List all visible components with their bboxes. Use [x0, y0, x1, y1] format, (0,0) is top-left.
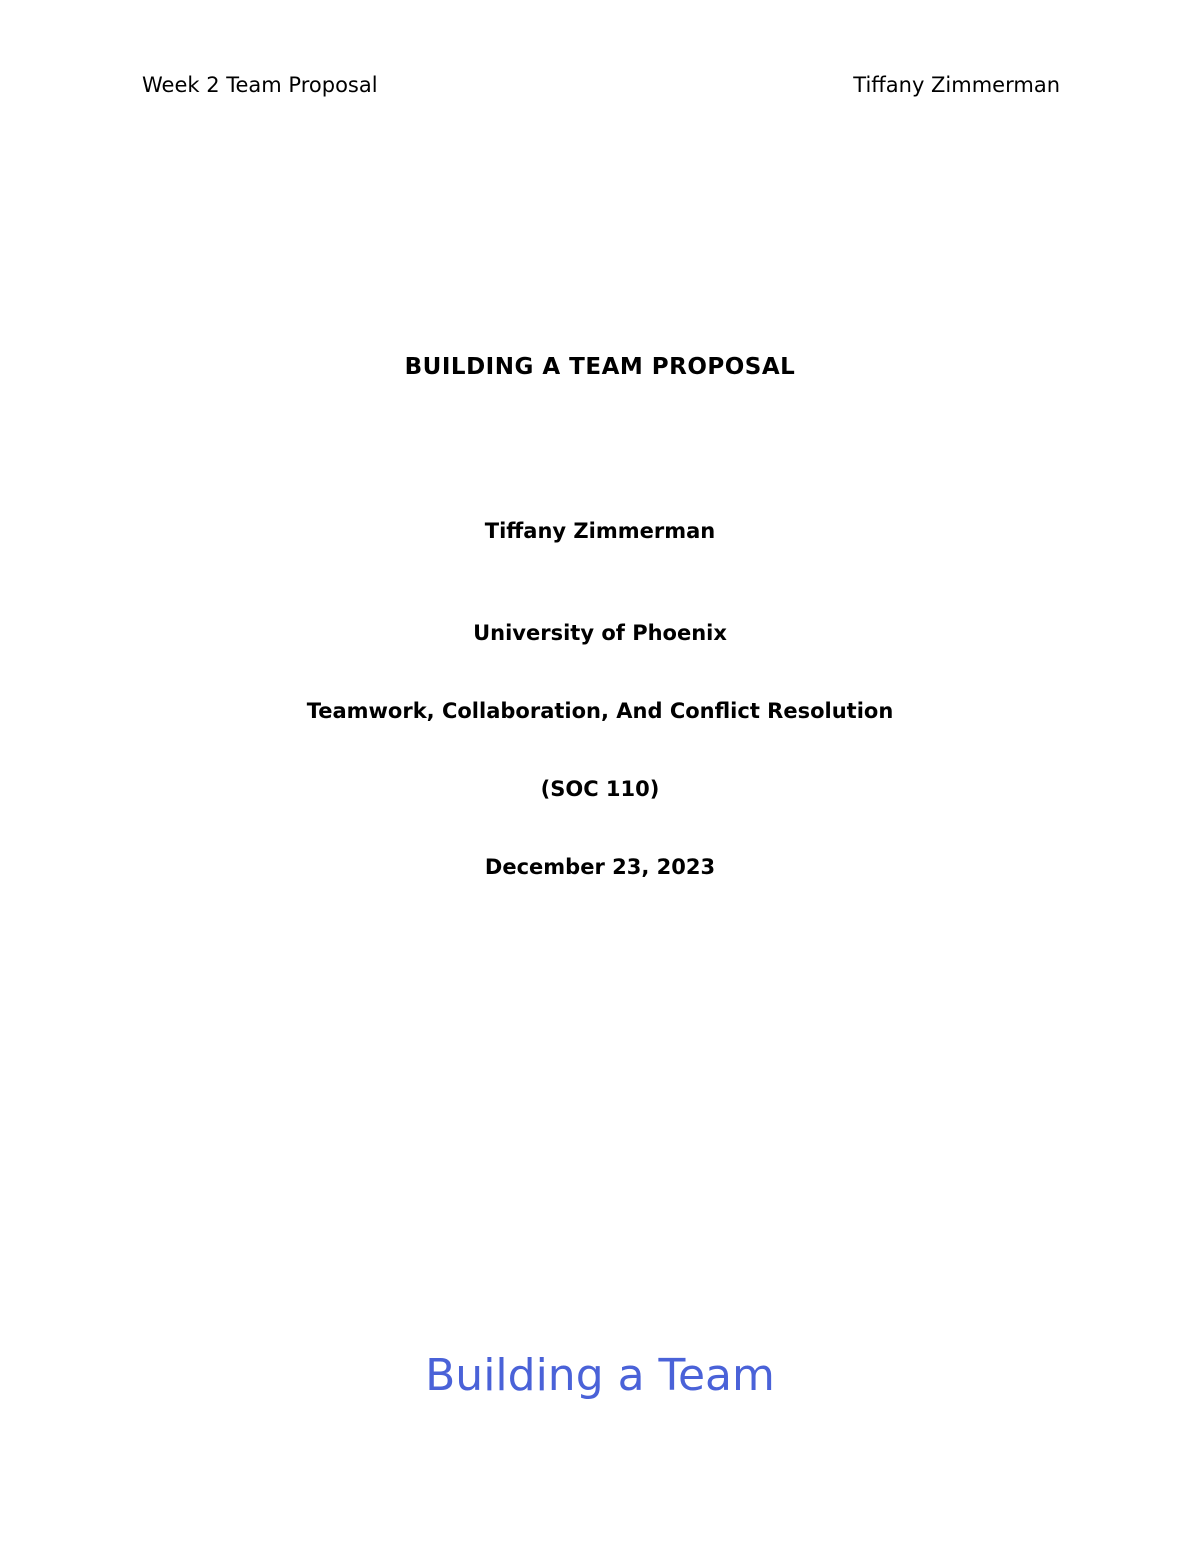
author-name: Tiffany Zimmerman: [484, 519, 716, 543]
section-heading: Building a Team: [425, 1350, 775, 1401]
course-code: (SOC 110): [540, 777, 660, 801]
institution-name: University of Phoenix: [473, 621, 727, 645]
paper-title: BUILDING A TEAM PROPOSAL: [404, 354, 796, 380]
running-header-author: Tiffany Zimmerman: [853, 73, 1060, 97]
submission-date: December 23, 2023: [484, 855, 716, 879]
course-name: Teamwork, Collaboration, And Conflict Resolution: [306, 699, 894, 723]
running-header-title: Week 2 Team Proposal: [142, 73, 378, 97]
